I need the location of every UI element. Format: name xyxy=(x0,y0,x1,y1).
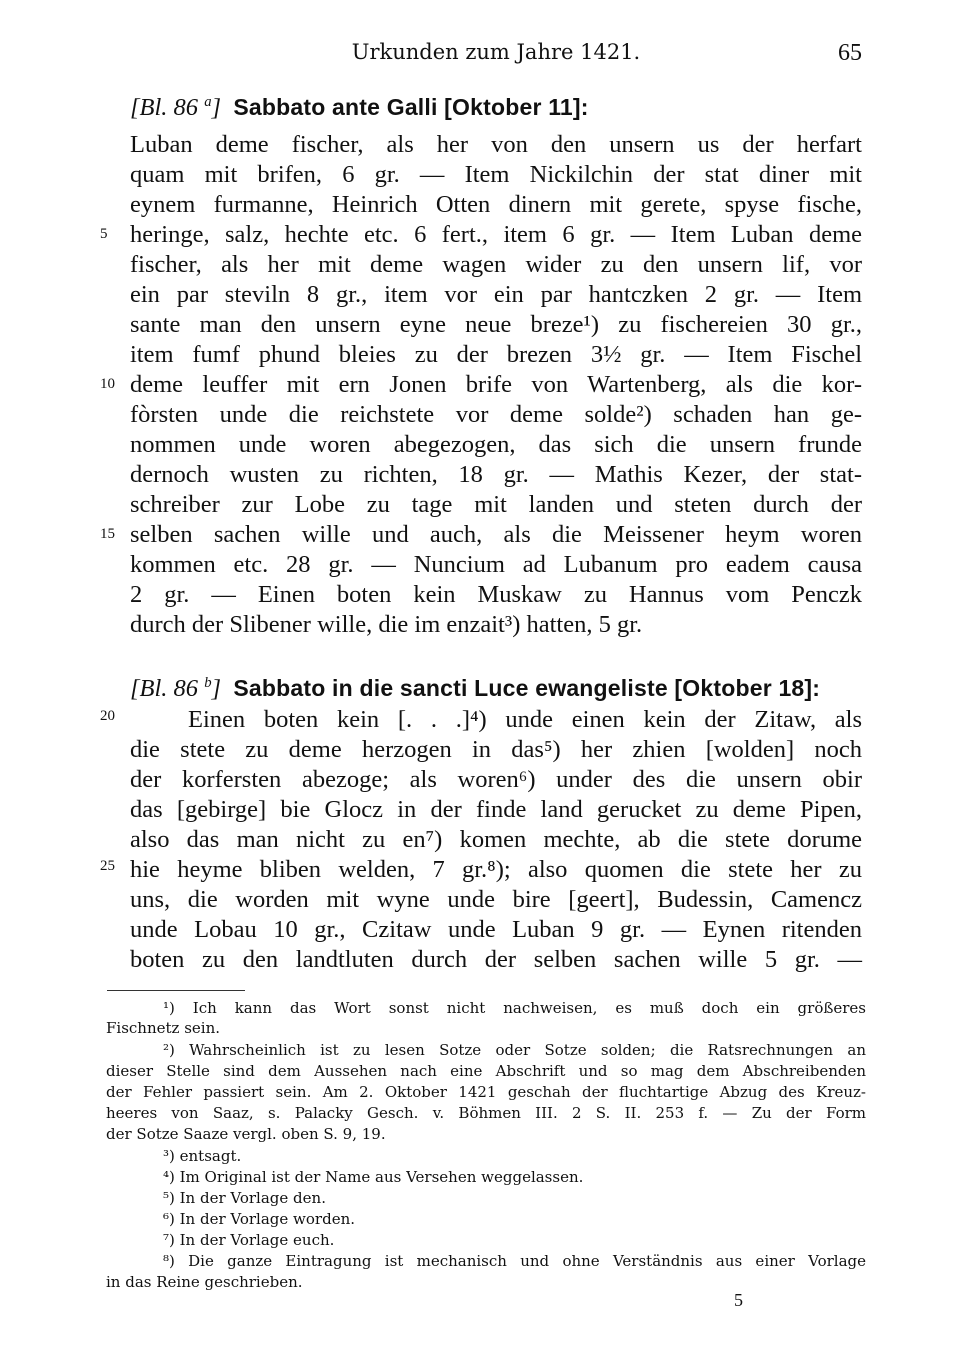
text-line: Luban deme fischer, als her von den unsern us der herfart xyxy=(130,131,862,158)
folio-reference: [Bl. 86 $^a$] xyxy=(130,93,222,121)
text-line: also das man nicht zu en⁷) komen mechte, ab die stete dorume xyxy=(130,826,862,853)
line-number: 10 xyxy=(100,376,115,392)
text-line: nommen unde woren abegezogen, das sich die unsern frunde xyxy=(130,431,862,458)
text-line: boten zu den landtluten durch der selben sachen wille 5 gr. — xyxy=(130,946,862,973)
text-line: ein par steviln 8 gr., item vor ein par hantczken 2 gr. — Item xyxy=(130,281,862,308)
signature-mark: 5 xyxy=(734,1290,743,1310)
text-line: heringe, salz, hechte etc. 6 fert., item 6 gr. — Item Luban deme xyxy=(130,221,862,248)
line-number: 20 xyxy=(100,708,115,724)
footnote-rule xyxy=(107,990,245,991)
footnote-line: ¹) Ich kann das Wort sonst nicht nachweisen, es muß doch ein größeres xyxy=(163,999,866,1017)
page-header xyxy=(130,40,862,80)
footnote-line: dieser Stelle sind dem Aussehen nach eine Abschrift und so mag dem Abschreibenden xyxy=(106,1062,866,1080)
footnote-line: ⁷) In der Vorlage euch. xyxy=(163,1231,335,1249)
text-line: durch der Slibener wille, die im enzait³) hatten, 5 gr. xyxy=(130,611,643,638)
text-line: eynem furmanne, Heinrich Otten dinern mit gerete, spyse fische, xyxy=(130,191,862,218)
footnote-line: ⁴) Im Original ist der Name aus Versehen weggelassen. xyxy=(163,1168,584,1186)
text-line: der korfersten abezoge; als woren⁶) under des die unsern obir xyxy=(130,766,862,793)
footnote-line: ⁵) In der Vorlage den. xyxy=(163,1189,326,1207)
text-line: die stete zu deme herzogen in das⁵) her zhien [wolden] noch xyxy=(130,736,862,763)
line-number: 5 xyxy=(100,226,108,242)
text-line: quam mit brifen, 6 gr. — Item Nickilchin der stat diner mit xyxy=(130,161,862,188)
text-line: hie heyme bliben welden, 7 gr.⁸); also quomen die stete her zu xyxy=(130,856,862,883)
text-line: unde Lobau 10 gr., Czitaw unde Luban 9 gr. — Eynen ritenden xyxy=(130,916,862,943)
page-number: 65 xyxy=(838,40,862,66)
footnote-line: ⁶) In der Vorlage worden. xyxy=(163,1210,355,1228)
footnote-line: ³) entsagt. xyxy=(163,1147,242,1165)
entry-date-heading: Sabbato in die sancti Luce ewangeliste [Oktober 18]: xyxy=(233,675,821,701)
text-line: selben sachen wille und auch, als die Meissener heym woren xyxy=(130,521,862,548)
footnote-line: heeres von Saaz, s. Palacky Gesch. v. Böhmen III. 2 S. II. 253 f. — Zu der Form xyxy=(106,1104,866,1122)
folio-reference: [Bl. 86 $^b$] xyxy=(130,674,222,702)
footnote-line: Fischnetz sein. xyxy=(106,1019,221,1037)
section-2-heading xyxy=(130,673,862,703)
footnote-line: in das Reine geschrieben. xyxy=(106,1273,303,1291)
footnote-line: der Fehler passiert sein. Am 2. Oktober 1421 geschah der fluchtartige Abzug des Kreuz- xyxy=(106,1083,866,1101)
text-line: uns, die worden mit wyne unde bire [geert], Budessin, Camencz xyxy=(130,886,862,913)
text-line: sante man den unsern eyne neue breze¹) zu fischereien 30 gr., xyxy=(130,311,862,338)
text-line: das [gebirge] bie Glocz in der finde land gerucket zu deme Pipen, xyxy=(130,796,862,823)
footnote-line: der Sotze Saaze vergl. oben S. 9, 19. xyxy=(106,1125,386,1143)
footnote-line: ²) Wahrscheinlich ist zu lesen Sotze oder Sotze solden; die Ratsrechnungen an xyxy=(163,1041,866,1059)
text-line: deme leuffer mit ern Jonen brife von Wartenberg, als die kor- xyxy=(130,371,862,398)
text-line: fischer, als her mit deme wagen wider zu den unsern lif, vor xyxy=(130,251,862,278)
section-1-heading xyxy=(130,92,862,122)
line-number: 15 xyxy=(100,526,115,542)
text-line: fòrsten unde die reichstete vor deme solde²) schaden han ge- xyxy=(130,401,862,428)
text-line: kommen etc. 28 gr. — Nuncium ad Lubanum pro eadem causa xyxy=(130,551,862,578)
text-line: dernoch wusten zu richten, 18 gr. — Mathis Kezer, der stat- xyxy=(130,461,862,488)
line-number: 25 xyxy=(100,858,115,874)
entry-date-heading: Sabbato ante Galli [Oktober 11]: xyxy=(233,94,589,120)
footnote-line: ⁸) Die ganze Eintragung ist mechanisch und ohne Verständnis aus einer Vorlage xyxy=(163,1252,866,1270)
running-title: Urkunden zum Jahre 1421. xyxy=(351,40,641,64)
text-line: schreiber zur Lobe zu tage mit landen und steten durch der xyxy=(130,491,862,518)
text-line: Einen boten kein [. . .]⁴) unde einen kein der Zitaw, als xyxy=(188,706,862,733)
text-line: item fumf phund bleies zu der brezen 3½ gr. — Item Fischel xyxy=(130,341,862,368)
text-line: 2 gr. — Einen boten kein Muskaw zu Hannus vom Penczk xyxy=(130,581,862,608)
